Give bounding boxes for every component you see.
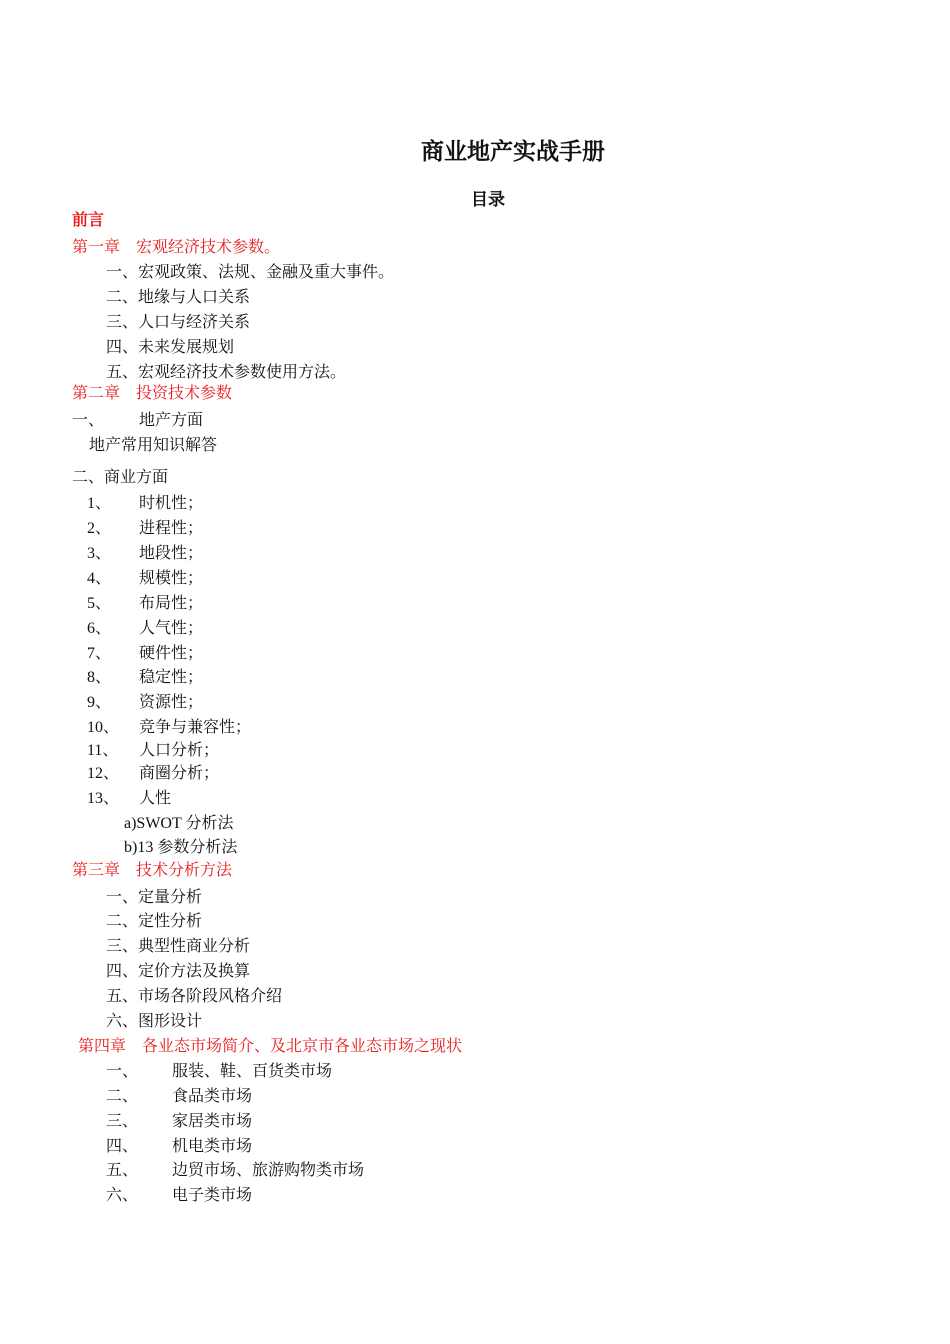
- list-item-number: 11、: [87, 742, 119, 759]
- list-item-text: 时机性；: [139, 495, 204, 512]
- chapter-1-item: 二、地缘与人口关系: [106, 289, 251, 306]
- list-item-text: 进程性；: [139, 520, 204, 537]
- list-item-text: 家居类市场: [172, 1113, 253, 1130]
- list-item-number: 13、: [87, 790, 120, 807]
- chapter-2-heading: 第二章 投资技术参数: [72, 385, 233, 402]
- list-item-number: 7、: [87, 645, 112, 662]
- list-item-text: 服装、鞋、百货类市场: [172, 1063, 333, 1080]
- list-item-text: 人性: [139, 790, 172, 807]
- list-item-text: 硬件性；: [139, 645, 204, 662]
- chapter-2-section-2-title: 二、商业方面: [72, 469, 169, 486]
- chapter-1-item: 三、人口与经济关系: [106, 314, 251, 331]
- chapter-1-heading: 第一章 宏观经济技术参数。: [72, 239, 281, 256]
- list-item-text: 电子类市场: [172, 1187, 253, 1204]
- list-item-number: 9、: [87, 694, 112, 711]
- list-item-text: 布局性；: [139, 595, 204, 612]
- chapter-1-item: 五、宏观经济技术参数使用方法。: [106, 364, 347, 381]
- document-title: 商业地产实战手册: [421, 139, 605, 165]
- chapter-3-item: 六、图形设计: [106, 1013, 203, 1030]
- chapter-3-item: 三、典型性商业分析: [106, 938, 251, 955]
- list-item-text: 边贸市场、旅游购物类市场: [172, 1162, 365, 1179]
- chapter-2-method-item: a)SWOT 分析法: [124, 815, 234, 832]
- list-item-text: 规模性；: [139, 570, 204, 587]
- list-item-text: 机电类市场: [172, 1138, 253, 1155]
- list-item-number: 5、: [87, 595, 112, 612]
- list-item-number: 4、: [87, 570, 112, 587]
- toc-heading: 目录: [471, 190, 505, 210]
- chapter-1-item: 一、宏观政策、法规、金融及重大事件。: [106, 264, 395, 281]
- list-item-number: 二、: [106, 1088, 139, 1105]
- list-item-text: 食品类市场: [172, 1088, 253, 1105]
- list-item-number: 一、: [106, 1063, 139, 1080]
- list-item-number: 6、: [87, 620, 112, 637]
- list-item-text: 资源性；: [139, 694, 204, 711]
- chapter-3-heading: 第三章 技术分析方法: [72, 862, 233, 879]
- chapter-2-section-1-title: 地产方面: [139, 412, 204, 429]
- chapter-3-item: 四、定价方法及换算: [106, 963, 251, 980]
- list-item-number: 五、: [106, 1162, 139, 1179]
- list-item-number: 四、: [106, 1138, 139, 1155]
- list-item-text: 人气性；: [139, 620, 204, 637]
- chapter-3-item: 五、市场各阶段风格介绍: [106, 988, 283, 1005]
- list-item-text: 地段性；: [139, 545, 204, 562]
- list-item-number: 3、: [87, 545, 112, 562]
- list-item-number: 8、: [87, 669, 112, 686]
- list-item-number: 2、: [87, 520, 112, 537]
- list-item-text: 人口分析；: [139, 742, 220, 759]
- chapter-3-item: 二、定性分析: [106, 913, 203, 930]
- list-item-number: 1、: [87, 495, 112, 512]
- chapter-2-method-item: b)13 参数分析法: [124, 839, 238, 856]
- list-item-text: 商圈分析；: [139, 765, 220, 782]
- chapter-4-heading: 第四章 各业态市场简介、及北京市各业态市场之现状: [78, 1038, 463, 1055]
- list-item-number: 12、: [87, 765, 120, 782]
- list-item-number: 10、: [87, 719, 120, 736]
- chapter-3-item: 一、定量分析: [106, 889, 203, 906]
- chapter-2-section-1-subitem: 地产常用知识解答: [89, 437, 218, 454]
- list-item-number: 六、: [106, 1187, 139, 1204]
- list-item-number: 三、: [106, 1113, 139, 1130]
- toc-preface: 前言: [72, 212, 105, 229]
- chapter-2-section-1-number: 一、: [72, 412, 105, 429]
- list-item-text: 稳定性；: [139, 669, 204, 686]
- list-item-text: 竞争与兼容性；: [139, 719, 252, 736]
- chapter-1-item: 四、未来发展规划: [106, 339, 235, 356]
